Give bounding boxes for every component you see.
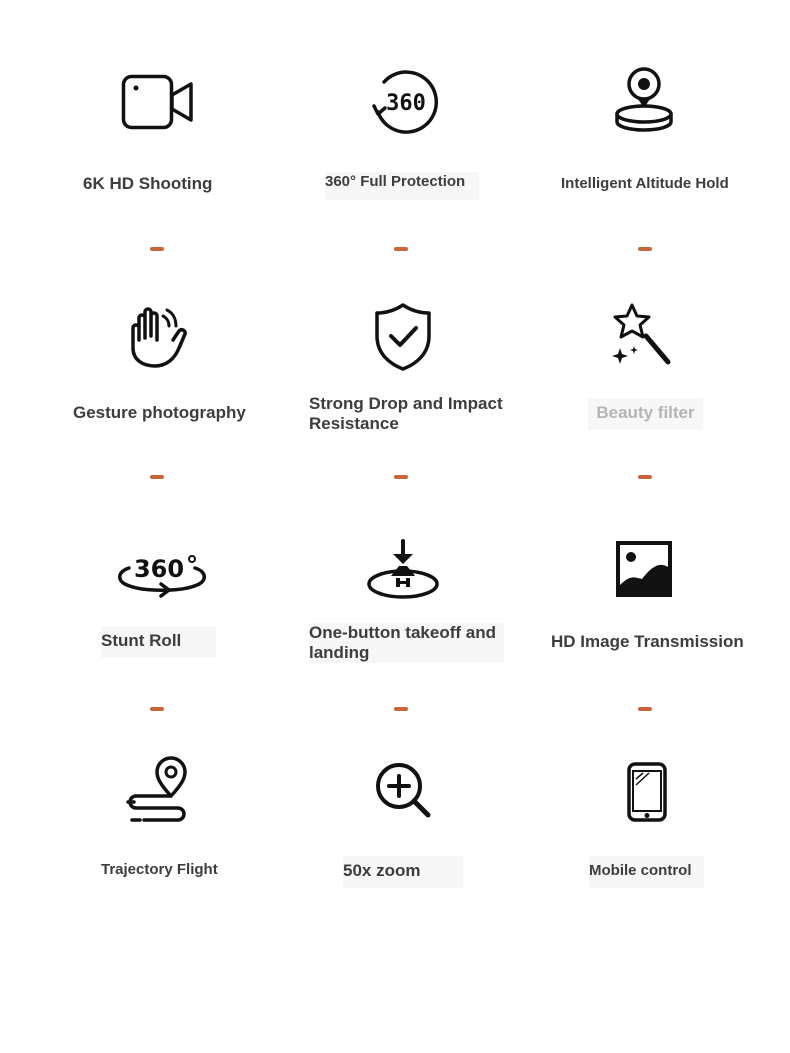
feature-label: 50x zoom	[343, 856, 463, 888]
altitude-hold-icon	[613, 66, 675, 134]
separator-dash	[638, 247, 652, 251]
separator-dash	[638, 707, 652, 711]
360-rotation-icon	[370, 66, 442, 138]
smartphone-icon	[627, 762, 667, 822]
feature-label: 6K HD Shooting	[83, 174, 213, 193]
separator-dash	[150, 475, 164, 479]
shield-check-icon	[374, 302, 432, 372]
separator-dash	[394, 707, 408, 711]
feature-label: Mobile control	[589, 856, 704, 888]
image-icon	[616, 541, 672, 597]
video-camera-icon	[121, 74, 195, 130]
feature-label: Strong Drop and Impact Resistance	[309, 394, 503, 433]
svg-text:360: 360	[133, 555, 185, 583]
svg-text:360: 360	[386, 91, 426, 116]
zoom-in-icon	[374, 761, 432, 819]
feature-label: Trajectory Flight	[101, 861, 218, 878]
feature-label: Intelligent Altitude Hold	[561, 175, 729, 192]
360-stunt-roll-icon	[115, 550, 209, 600]
feature-label: Stunt Roll	[101, 626, 216, 658]
helipad-landing-icon	[366, 536, 440, 600]
separator-dash	[394, 475, 408, 479]
magic-wand-icon	[610, 302, 674, 368]
separator-dash	[394, 247, 408, 251]
separator-dash	[638, 475, 652, 479]
separator-dash	[150, 247, 164, 251]
feature-label: Beauty filter	[588, 398, 703, 430]
feature-label: Gesture photography	[73, 403, 246, 422]
feature-label: HD Image Transmission	[551, 632, 744, 651]
separator-dash	[150, 707, 164, 711]
route-pin-icon	[124, 756, 192, 822]
hand-wave-icon	[127, 304, 187, 368]
feature-label: 360° Full Protection	[325, 172, 479, 200]
feature-label: One-button takeoff and landing	[309, 623, 504, 663]
